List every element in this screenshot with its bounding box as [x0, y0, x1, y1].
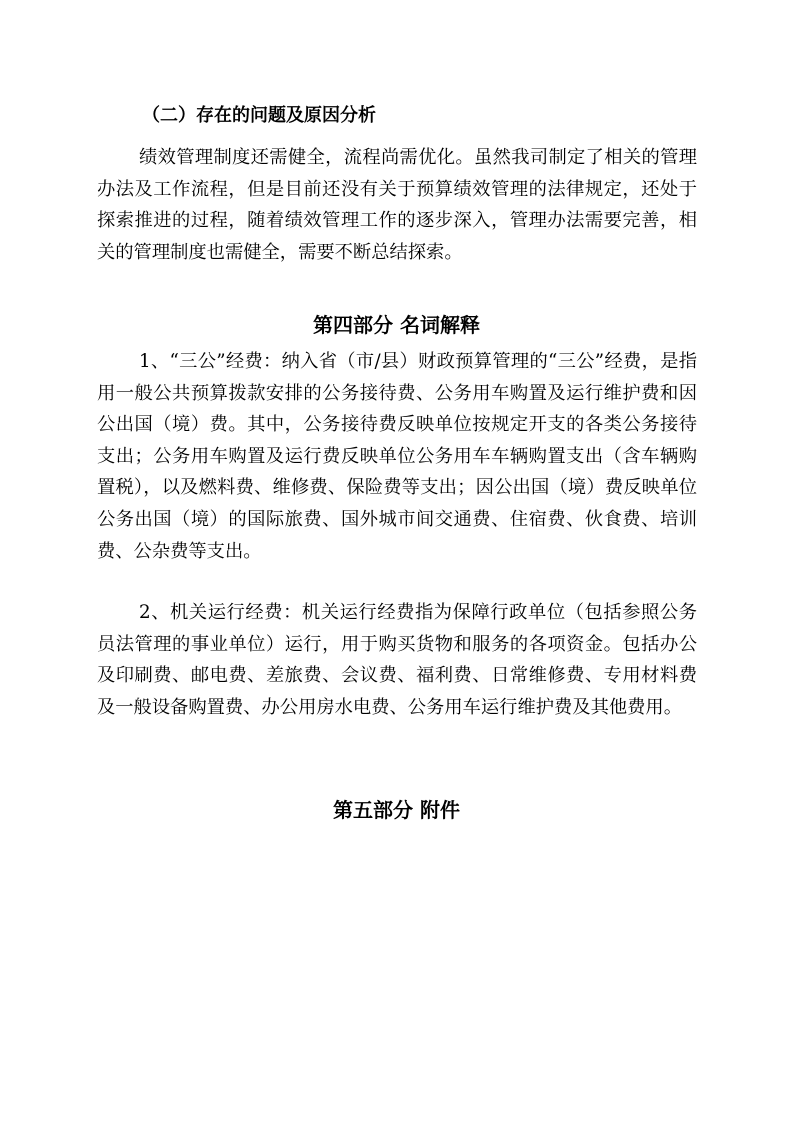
part-five-heading: 第五部分 附件	[333, 798, 460, 822]
part-four-heading: 第四部分 名词解释	[313, 313, 480, 337]
section-subheading: （二）存在的问题及原因分析	[142, 105, 376, 126]
problem-analysis-paragraph: 绩效管理制度还需健全，流程尚需优化。虽然我司制定了相关的管理办法及工作流程，但是目前还没有关于预算绩效管理的法律规定，还处于探索推进的过程，随着绩效管理工作的逐步深入，管理办法需要完善，相关的管理制度也需健全，需要不断总结探索。	[97, 147, 697, 263]
term-definition-three-public: 1、“三公”经费：纳入省（市/县）财政预算管理的“三公”经费，是指用一般公共预算拨款安排的公务接待费、公务用车购置及运行维护费和因公出国（境）费。其中，公务接待费反映单位按规定开支的各类公务接待支出；公务用车购置及运行费反映单位公务用车车辆购置支出（含车辆购置税），以及燃料费、维修费、保险费等支出；因公出国（境）费反映单位公务出国（境）的国际旅费、国外城市间交通费、住宿费、伙食费、培训费、公杂费等支出。	[97, 351, 697, 562]
term-definition-operating-cost: 2、机关运行经费：机关运行经费指为保障行政单位（包括参照公务员法管理的事业单位）运行，用于购买货物和服务的各项资金。包括办公及印刷费、邮电费、差旅费、会议费、福利费、日常维修费、专用材料费及一般设备购置费、办公用房水电费、公务用车运行维护费及其他费用。	[97, 602, 697, 718]
